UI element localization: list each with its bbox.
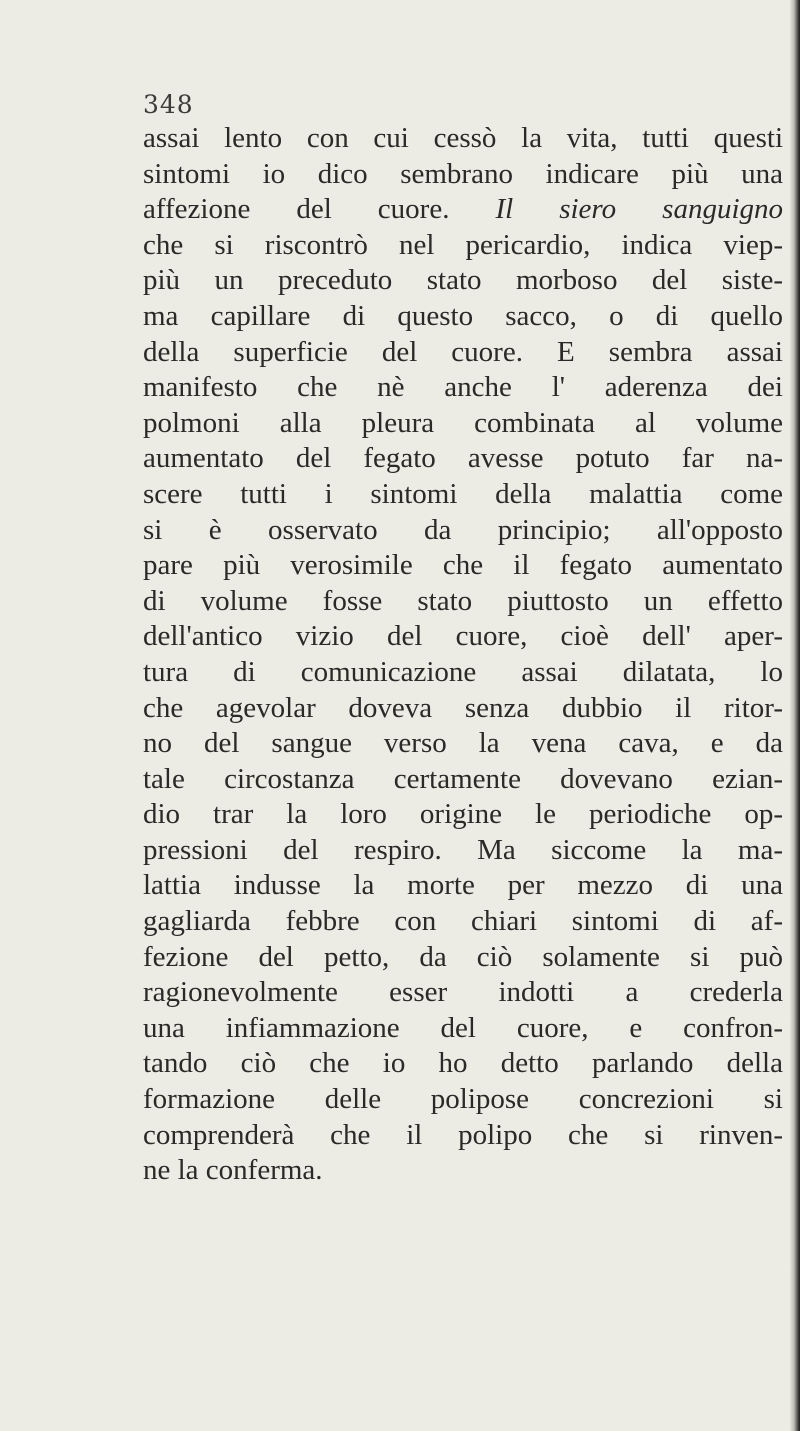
text-line: aumentato del fegato avesse potuto far na- bbox=[143, 442, 783, 475]
text-line: una infiammazione del cuore, e confron- bbox=[143, 1011, 783, 1044]
text-line: ragionevolmente esser indotti a crederla bbox=[143, 976, 783, 1009]
text-line: manifesto che nè anche l' aderenza dei bbox=[143, 371, 783, 404]
text-line: di volume fosse stato piuttosto un effetto bbox=[143, 584, 783, 617]
text-line: no del sangue verso la vena cava, e da bbox=[143, 727, 783, 760]
text-line: polmoni alla pleura combinata al volume bbox=[143, 406, 783, 439]
body-text bbox=[143, 121, 783, 1189]
text-line: formazione delle polipose concrezioni si bbox=[143, 1083, 783, 1116]
text-line: ma capillare di questo sacco, o di quello bbox=[143, 299, 783, 332]
text-line: pare più verosimile che il fegato aumentato bbox=[143, 549, 783, 582]
text-line bbox=[143, 192, 783, 228]
text-line: comprenderà che il polipo che si rinven- bbox=[143, 1118, 783, 1151]
text-line: tura di comunicazione assai dilatata, lo bbox=[143, 655, 783, 688]
text-line: scere tutti i sintomi della malattia come bbox=[143, 477, 783, 510]
text-line: che agevolar doveva senza dubbio il ritor- bbox=[143, 691, 783, 724]
text-line: tale circostanza certamente dovevano ezian- bbox=[143, 762, 783, 795]
text-line: dio trar la loro origine le periodiche op- bbox=[143, 798, 783, 831]
text-line: si è osservato da principio; all'opposto bbox=[143, 513, 783, 546]
text-line: assai lento con cui cessò la vita, tutti questi bbox=[143, 122, 783, 154]
text-line: dell'antico vizio del cuore, cioè dell' aper- bbox=[143, 620, 783, 653]
text-line: pressioni del respiro. Ma siccome la ma- bbox=[143, 833, 783, 866]
page-number: 348 bbox=[143, 90, 194, 119]
text-line: che si riscontrò nel pericardio, indica viep- bbox=[143, 228, 783, 261]
text-segment: affezione del cuore. bbox=[143, 193, 496, 226]
text-line: ne la conferma. bbox=[143, 1154, 323, 1187]
page-edge-shadow bbox=[790, 0, 800, 1431]
text-line: lattia indusse la morte per mezzo di una bbox=[143, 869, 783, 902]
text-line: fezione del petto, da ciò solamente si può bbox=[143, 940, 783, 973]
text-line: della superficie del cuore. E sembra assai bbox=[143, 335, 783, 368]
text-line: gagliarda febbre con chiari sintomi di af- bbox=[143, 905, 783, 938]
italic-phrase: Il siero sanguigno bbox=[495, 193, 783, 226]
text-line: tando ciò che io ho detto parlando della bbox=[143, 1047, 783, 1080]
text-line: più un preceduto stato morboso del siste- bbox=[143, 264, 783, 297]
text-line: sintomi io dico sembrano indicare più una bbox=[143, 157, 783, 190]
